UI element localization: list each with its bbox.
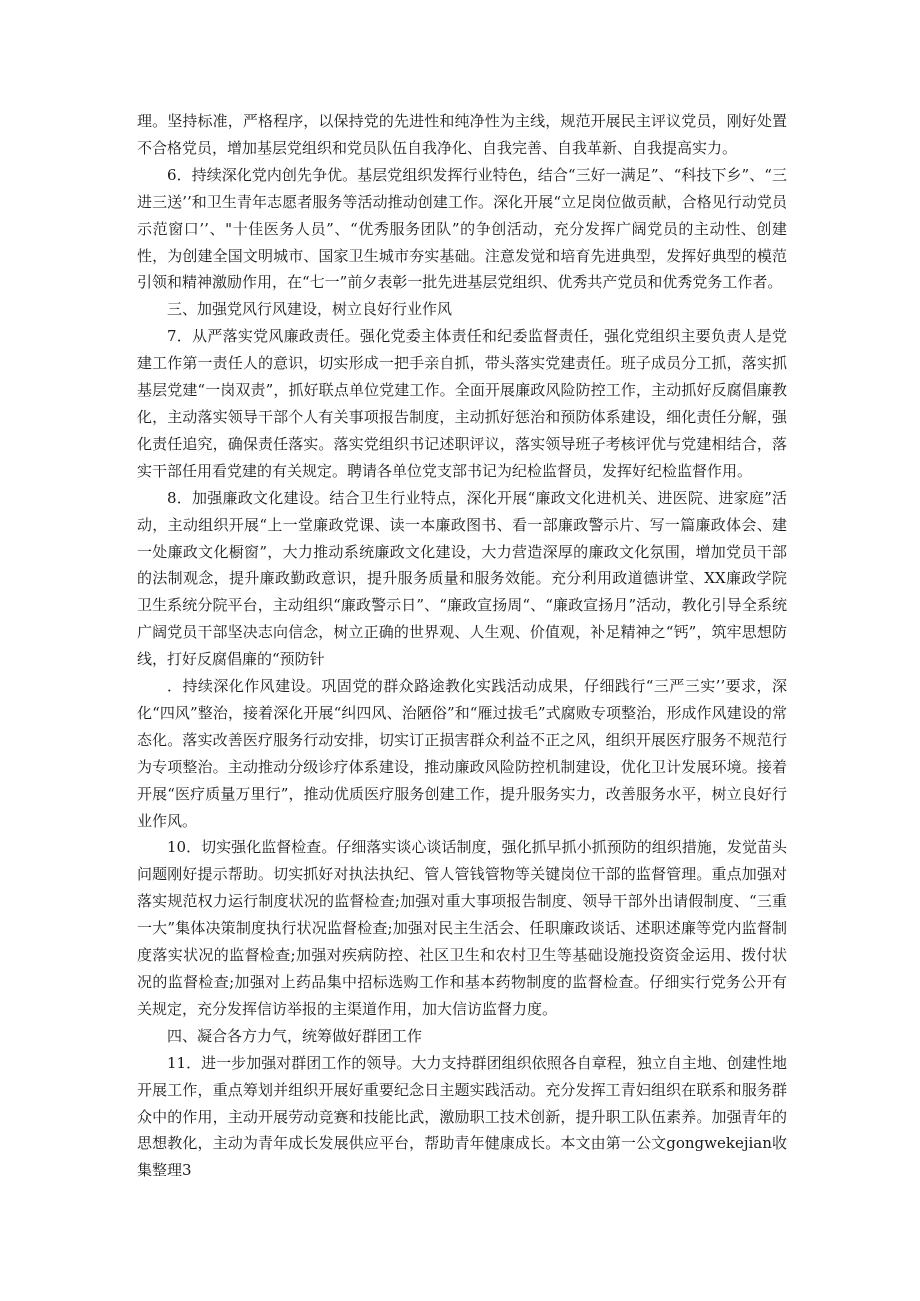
paragraph-item-8: 8．加强廉政文化建设。结合卫生行业特点，深化开展“廉政文化进机关、进医院、进家庭”活动，主动组织开展“上一堂廉政党课、读一本廉政图书、看一部廉政警示片、写一篇廉政体会、建一处廉政文化橱窗”，大力推动系统廉政文化建设，大力营造深厚的廉政文化氛围，增加党员干部的法制观念，提升廉政勤政意识，提升服务质量和服务效能。充分利用政道德讲堂、XX廉政学院卫生系统分院平台，主动组织“廉政警示日”、“廉政宣扬周“、“廉政宣扬月”活动，教化引导全系统广阔党员干部坚决志向信念，树立正确的世界观、人生观、价值观，补足精神之“钙”，筑牢思想防线，打好反腐倡廉的“预防针 bbox=[137, 488, 787, 669]
section-heading-3: 三、加强党风行风建设，树立良好行业作风 bbox=[167, 300, 453, 319]
paragraph-item-6: 6．持续深化党内创先争优。基层党组织发挥行业特色，结合“三好一满足”、“科技下乡”、“三进三送’’和卫生青年志愿者服务等活动推动创建工作。深化开展“立足岗位做贡献，合格见行动党员示范窗口’’、"十佳医务人员”、“优秀服务团队”的争创活动，充分发挥广阔党员的主动性、创建性，为创建全国文明城市、国家卫生城市夯实基础。注意发觉和培育先进典型，发挥好典型的模范引领和精神激励作用，在“七一”前夕表彰一批先进基层党组织、优秀共产党员和优秀党务工作者。 bbox=[137, 165, 787, 292]
paragraph-item-11: 11．进一步加强对群团工作的领导。大力支持群团组织依照各自章程，独立自主地、创建性地开展工作，重点筹划并组织开展好重要纪念日主题实践活动。充分发挥工青妇组织在联系和服务群众中的作用，主动开展劳动竞赛和技能比武，激励职工技术创新，提升职工队伍素养。加强青年的思想教化，主动为青年成长发展供应平台，帮助青年健康成长。本文由第一公文gongwekejian收集整理3 bbox=[137, 1053, 787, 1180]
section-heading-4: 四、凝合各方力气，统筹做好群团工作 bbox=[167, 1026, 423, 1045]
paragraph-item-10: 10．切实强化监督检查。仔细落实谈心谈话制度，强化抓早抓小抓预防的组织措施，发觉苗头问题刚好提示帮助。切实抓好对执法执纪、管人管钱管物等关键岗位干部的监督管理。重点加强对落实规范权力运行制度状况的监督检查;加强对重大事项报告制度、领导干部外出请假制度、“三重一大”集体决策制度执行状况监督检查;加强对民主生活会、任职廉政谈话、述职述廉等党内监督制度落实状况的监督检查;加强对疾病防控、社区卫生和农村卫生等基础设施投资资金运用、拨付状况的监督检查;加强对上药品集中招标选购工作和基本药物制度的监督检查。仔细实行党务公开有关规定，充分发挥信访举报的主渠道作用，加大信访监督力度。 bbox=[137, 838, 787, 1018]
paragraph-continuation: 理。坚持标准，严格程序，以保持党的先进性和纯净性为主线，规范开展民主评议党员，刚好处置不合格党员，增加基层党组织和党员队伍自我净化、自我完善、自我革新、自我提高实力。 bbox=[137, 112, 787, 157]
paragraph-item-7: 7．从严落实党风廉政责任。强化党委主体责任和纪委监督责任，强化党组织主要负责人是党建工作第一责任人的意识，切实形成一把手亲自抓，带头落实党建责任。班子成员分工抓，落实抓基层党建“一岗双责”，抓好联点单位党建工作。全面开展廉政风险防控工作，主动抓好反腐倡廉教化，主动落实领导干部个人有关事项报告制度，主动抓好惩治和预防体系建设，细化责任分解，强化责任追究，确保责任落实。落实党组织书记述职评议，落实领导班子考核评优与党建相结合，落实干部任用看党建的有关规定。聘请各单位党支部书记为纪检监督员，发挥好纪检监督作用。 bbox=[137, 327, 787, 480]
document-body bbox=[137, 108, 787, 1184]
paragraph-item-9: ．持续深化作风建设。巩固党的群众路途教化实践活动成果，仔细践行“三严三实’’要求，深化“四风”整治，接着深化开展“纠四风、治陋俗”和“雁过拔毛”式腐败专项整治，形成作风建设的常态化。落实改善医疗服务行动安排，切实订正损害群众利益不正之风，组织开展医疗服务不规范行为专项整治。主动推动分级诊疗体系建设，推动廉政风险防控机制建设，优化卫计发展环境。接着开展“医疗质量万里行”，推动优质医疗服务创建工作，提升服务实力，改善服务水平，树立良好行业作风。 bbox=[137, 677, 787, 830]
